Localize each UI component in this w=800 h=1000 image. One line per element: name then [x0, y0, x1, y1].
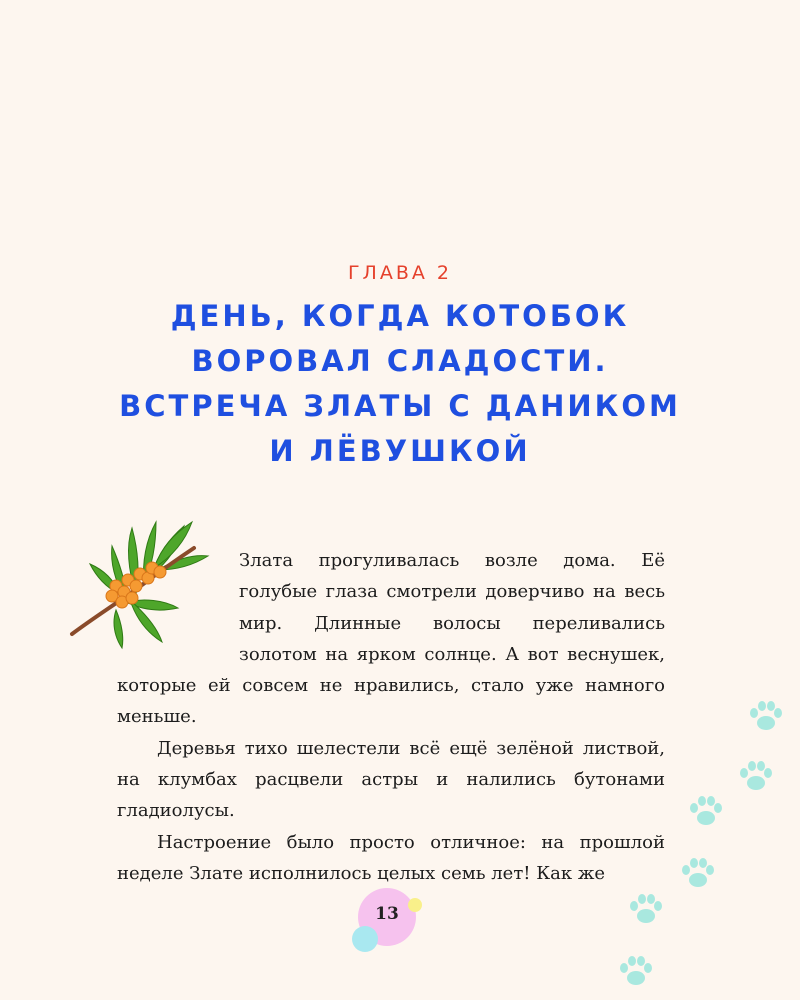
paw-print-icon [736, 757, 776, 797]
paw-print-icon [678, 854, 718, 894]
page-number-badge [348, 884, 428, 956]
paw-print-icon [746, 697, 786, 737]
chapter-label: ГЛАВА 2 [347, 262, 453, 284]
paw-print-icon [616, 952, 656, 992]
body-text [117, 545, 665, 889]
paragraph: Злата прогуливалась возле дома. Её голубые глаза смотрели доверчиво на весь мир. Длинные волосы переливались золотом на ярком солнце. А вот веснушек, которые ей совсем не нравились, стало уже намного меньше. [117, 550, 665, 728]
chapter-title [60, 294, 740, 474]
page-number: 13 [375, 904, 399, 924]
paragraph: Настроение было просто отличное: на прошлой неделе Злате исполнилось целых семь лет! Как же [117, 831, 665, 884]
paw-print-icon [686, 792, 726, 832]
chapter-title-line: ДЕНЬ, КОГДА КОТОБОК [170, 299, 630, 333]
paragraph: Деревья тихо шелестели всё ещё зелёной листвой, на клумбах расцвели астры и налились бутонами гладиолусы. [117, 737, 665, 822]
chapter-title-line: ВОРОВАЛ СЛАДОСТИ. [191, 344, 609, 378]
chapter-title-line: ВСТРЕЧА ЗЛАТЫ С ДАНИКОМ [119, 389, 681, 423]
chapter-title-line: И ЛЁВУШКОЙ [269, 434, 531, 468]
paw-print-icon [626, 890, 666, 930]
